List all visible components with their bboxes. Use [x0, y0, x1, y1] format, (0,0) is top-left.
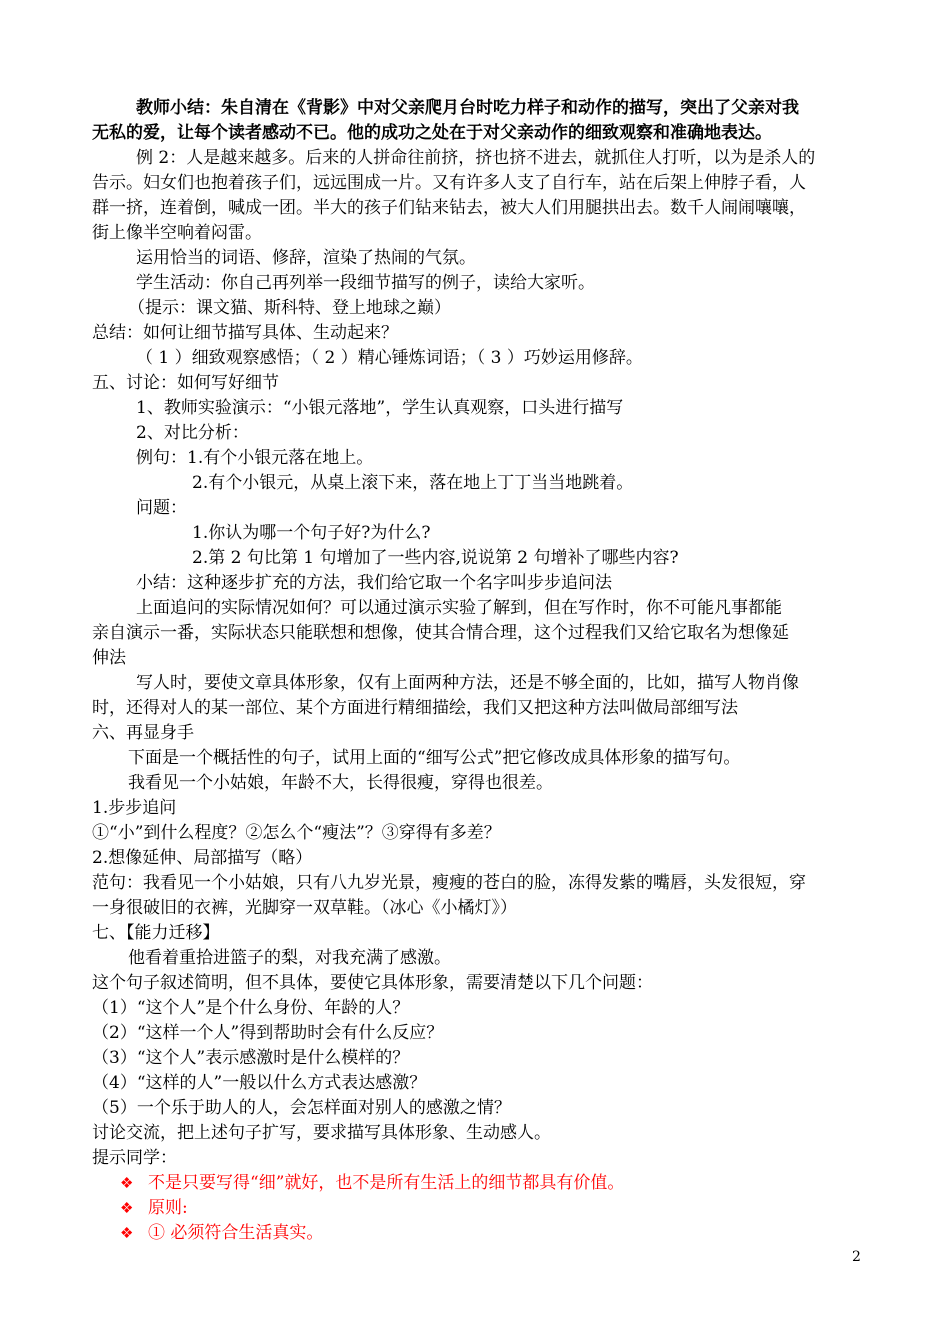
s7-question-4: （4）“这样的人”一般以什么方式表达感激？	[92, 1073, 427, 1093]
conclusion-question: 总结：如何让细节描写具体、生动起来？	[92, 323, 398, 343]
red-bullet-3: ① 必须符合生活真实。	[148, 1223, 324, 1243]
section-6-title: 六、再显身手	[92, 723, 194, 743]
s7-task: 讨论交流，把上述句子扩写，要求描写具体形象、生动感人。	[92, 1123, 551, 1143]
s7-sentence: 他看着重拾进篮子的梨，对我充满了感激。	[128, 948, 451, 968]
s5-question-1: 1.你认为哪一个句子好?为什么?	[192, 523, 431, 543]
s7-question-5: （5）一个乐于助人的人，会怎样面对别人的感激之情？	[92, 1098, 511, 1118]
s7-intro: 这个句子叙述简明，但不具体，要使它具体形象，需要清楚以下几个问题：	[92, 973, 653, 993]
s5-paragraph-1-line-3: 伸法	[92, 648, 126, 668]
s6-intro: 下面是一个概括性的句子，试用上面的“细写公式”把它修改成具体形象的描写句。	[128, 748, 741, 768]
diamond-bullet-icon: ❖	[120, 1174, 134, 1192]
s7-question-1: （1）“这个人”是个什么身份、年龄的人？	[92, 998, 410, 1018]
s6-step-2: 2.想像延伸、局部描写（略）	[92, 848, 313, 868]
s7-question-2: （2）“这样一个人”得到帮助时会有什么反应？	[92, 1023, 444, 1043]
s6-step-1: 1.步步追问	[92, 798, 177, 818]
s7-reminder: 提示同学：	[92, 1148, 177, 1168]
red-bullet-1: 不是只要写得“细”就好，也不是所有生活上的细节都具有价值。	[148, 1173, 625, 1193]
teacher-summary-line-1: 教师小结：朱自清在《背影》中对父亲爬月台时吃力样子和动作的描写，突出了父亲对我	[136, 98, 799, 118]
diamond-bullet-icon: ❖	[120, 1224, 134, 1242]
example2-line-1: 例 2：人是越来越多。后来的人拼命往前挤，挤也挤不进去，就抓住人打听，以为是杀人的	[136, 148, 816, 168]
s5-question-2: 2.第 2 句比第 1 句增加了一些内容,说说第 2 句增补了哪些内容?	[192, 548, 679, 568]
s5-example-a: 例句：1.有个小银元落在地上。	[136, 448, 374, 468]
diamond-bullet-icon: ❖	[120, 1199, 134, 1217]
section-5-title: 五、讨论：如何写好细节	[92, 373, 279, 393]
example2-line-3: 群一挤，连着倒，喊成一团。半大的孩子们钻来钻去，被大人们用腿拱出去。数千人闹闹嚷嚷，	[92, 198, 806, 218]
s5-example-b: 2.有个小银元，从桌上滚下来，落在地上丁丁当当地跳着。	[192, 473, 634, 493]
s6-sentence: 我看见一个小姑娘，年龄不大，长得很瘦，穿得也很差。	[128, 773, 553, 793]
s5-question-label: 问题：	[136, 498, 187, 518]
rhetoric-note: 运用恰当的词语、修辞，渲染了热闹的气氛。	[136, 248, 476, 268]
section-7-title: 七、【能力迁移】	[92, 923, 220, 943]
s5-paragraph-2-line-1: 写人时，要使文章具体形象，仅有上面两种方法，还是不够全面的，比如，描写人物肖像	[136, 673, 799, 693]
s5-item-2: 2、对比分析：	[136, 423, 249, 443]
activity-hint: （提示：课文猫、斯科特、登上地球之巅）	[128, 298, 451, 318]
s7-question-3: （3）“这个人”表示感激时是什么模样的？	[92, 1048, 410, 1068]
page-number: 2	[852, 1249, 861, 1265]
example2-line-2: 告示。妇女们也抱着孩子们，远远围成一片。又有许多人支了自行车，站在后架上伸脖子看，人	[92, 173, 806, 193]
s5-item-1: 1、教师实验演示：“小银元落地”，学生认真观察，口头进行描写	[136, 398, 624, 418]
s5-paragraph-1-line-2: 亲自演示一番，实际状态只能联想和想像，使其合情合理，这个过程我们又给它取名为想像延	[92, 623, 789, 643]
s6-step-1-questions: ①“小”到什么程度？②怎么个“瘦法”？③穿得有多差？	[92, 823, 501, 843]
example2-line-4: 街上像半空响着闷雷。	[92, 223, 262, 243]
student-activity: 学生活动：你自己再列举一段细节描写的例子，读给大家听。	[136, 273, 595, 293]
s5-summary: 小结：这种逐步扩充的方法，我们给它取一个名字叫步步追问法	[136, 573, 612, 593]
s6-model-line-1: 范句：我看见一个小姑娘，只有八九岁光景，瘦瘦的苍白的脸，冻得发紫的嘴唇，头发很短，穿	[92, 873, 806, 893]
s6-model-line-2: 一身很破旧的衣裤，光脚穿一双草鞋。（冰心《小橘灯》）	[92, 898, 517, 918]
conclusion-answer: （ 1 ）细致观察感悟；（ 2 ）精心锤炼词语；（ 3 ）巧妙运用修辞。	[136, 348, 643, 368]
teacher-summary-line-2: 无私的爱，让每个读者感动不已。他的成功之处在于对父亲动作的细致观察和准确地表达。	[92, 123, 772, 143]
s5-paragraph-1-line-1: 上面追问的实际情况如何？可以通过演示实验了解到，但在写作时，你不可能凡事都能	[136, 598, 782, 618]
s5-paragraph-2-line-2: 时，还得对人的某一部位、某个方面进行精细描绘，我们又把这种方法叫做局部细写法	[92, 698, 738, 718]
red-bullet-2: 原则:	[148, 1198, 188, 1218]
